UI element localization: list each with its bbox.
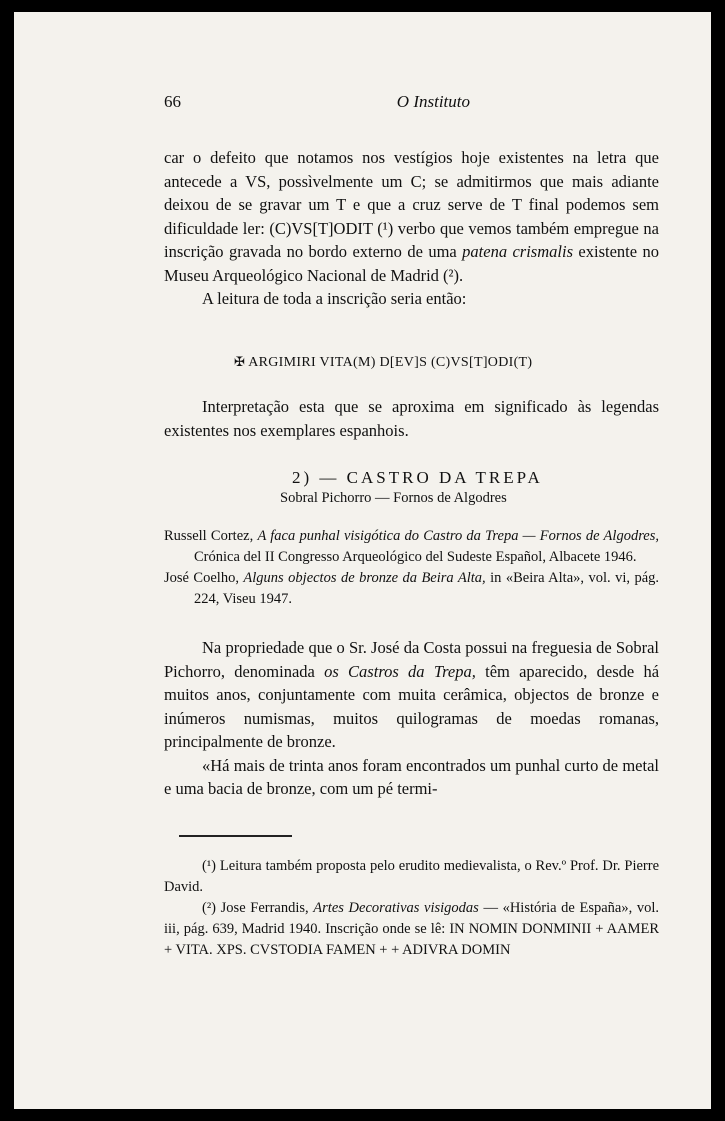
running-title: O Instituto (396, 92, 470, 111)
paragraph: car o defeito que notamos nos vestígios hoje existentes na letra que antecede a VS, possìvelmente um C; se admitirmos que mais adiante deixou de se gravar um T e que a cruz serve de T final podemos sem dificuldade ler: (C)VS[T]ODIT (¹) verbo que vemos também empregue na inscrição gravada no bordo externo de uma patena crismalis existente no Museu Arqueológico Nacional de Madrid (²). (164, 148, 659, 285)
body-text-bottom (164, 636, 659, 801)
inscription-text: ARGIMIRI VITA(M) D[EV]S (C)VS[T]ODI(T) (248, 355, 533, 370)
inscription-line (234, 354, 532, 371)
paragraph: Interpretação esta que se aproxima em significado às legendas existentes nos exemplares espanhois. (164, 397, 659, 440)
footnotes (164, 856, 659, 961)
footnote: (¹) Leitura também proposta pelo erudito medievalista, o Rev.º Prof. Dr. Pierre David. (164, 858, 660, 895)
bibliography (164, 526, 659, 610)
document-page (14, 12, 711, 1109)
paragraph: «Há mais de trinta anos foram encontrados um punhal curto de metal e uma bacia de bronze, com um pé termi- (164, 755, 659, 798)
section-subtitle: Sobral Pichorro — Fornos de Algodres (280, 490, 507, 506)
page-number: 66 (164, 92, 181, 111)
cross-icon: ✠ (234, 354, 246, 369)
paragraph: Na propriedade que o Sr. José da Costa possui na freguesia de Sobral Pichorro, denominada os Castros da Trepa, têm aparecido, desde há muitos anos, conjuntamente com muita cerâmica, objectos de bronze e inúmeros numismas, muitos quilogramas de moedas romanas, principalmente de bronze. (164, 638, 660, 751)
footnote: (²) Jose Ferrandis, Artes Decorativas visigodas — «História de España», vol. iii, pág. 639, Madrid 1940. Inscrição onde se lê: IN NOMIN DONMINII + AAMER + VITA. XPS. CVSTODIA FAMEN + + ADIVRA DOMIN (164, 900, 660, 958)
bibliography-entry: José Coelho, Alguns objectos de bronze da Beira Alta, in «Beira Alta», vol. vi, pág. 224, Viseu 1947. (164, 570, 660, 607)
footnote-divider (179, 835, 292, 837)
body-text-top (164, 146, 659, 311)
interpretation-block (164, 395, 659, 442)
section-title: 2) — CASTRO DA TREPA (292, 468, 543, 487)
paragraph: A leitura de toda a inscrição seria então: (202, 289, 467, 308)
bibliography-entry: Russell Cortez, A faca punhal visigótica do Castro da Trepa — Fornos de Algodres, Crónica del II Congresso Arqueológico del Sudeste Español, Albacete 1946. (164, 528, 660, 565)
